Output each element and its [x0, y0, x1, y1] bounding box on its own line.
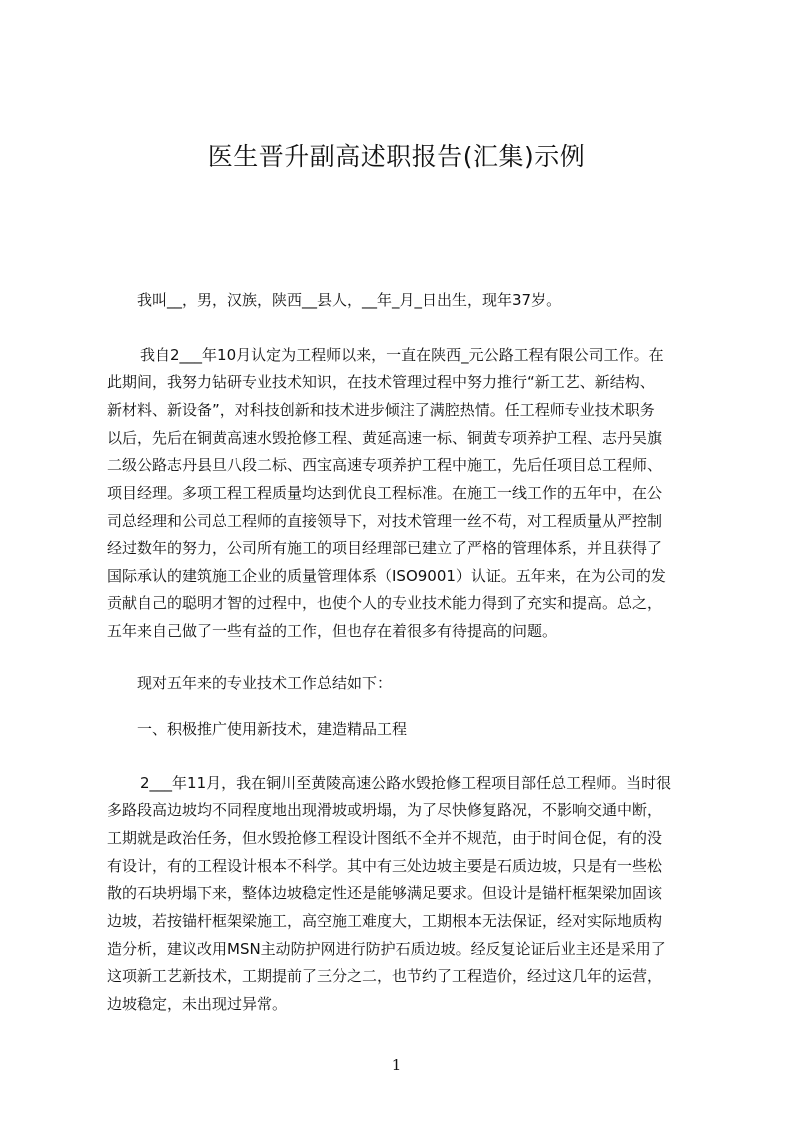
- paragraph-2-line-9: 国际承认的建筑施工企业的质量管理体系（ISO9001）认证。五年来，在为公司的发: [107, 567, 666, 585]
- paragraph-5-line-8: 这项新工艺新技术，工期提前了三分之二，也节约了工程造价，经过这几年的运营，: [107, 967, 663, 985]
- paragraph-2-line-3: 新材料、新设备”，对科技创新和技术进步倾注了满腔热情。任工程师专业技术职务: [107, 401, 655, 419]
- paragraph-3-line-1: 现对五年来的专业技术工作总结如下：: [137, 674, 393, 692]
- paragraph-5-line-1: 2___年11月，我在铜川至黄陵高速公路水毁抢修工程项目部任总工程师。当时很: [140, 774, 672, 792]
- paragraph-5-line-2: 多路段高边坡均不同程度地出现滑坡或坍塌，为了尽快修复路况，不影响交通中断，: [107, 801, 663, 819]
- paragraph-1-line-1: 我叫__，男，汉族，陕西__县人，__年_月_日出生，现年37岁。: [137, 291, 562, 309]
- paragraph-2-line-8: 经过数年的努力，公司所有施工的项目经理部已建立了严格的管理体系，并且获得了: [107, 539, 663, 557]
- paragraph-2-line-2: 此期间，我努力钻研专业技术知识，在技术管理过程中努力推行“新工艺、新结构、: [107, 373, 655, 391]
- paragraph-5-line-6: 边坡，若按锚杆框架梁施工，高空施工难度大，工期根本无法保证，经对实际地质构: [107, 912, 663, 930]
- page-number: 1: [391, 1056, 402, 1074]
- paragraph-5-line-3: 工期就是政治任务，但水毁抢修工程设计图纸不全并不规范，由于时间仓促，有的没: [107, 829, 663, 847]
- paragraph-5-line-7: 造分析，建议改用MSN主动防护网进行防护石质边坡。经反复论证后业主还是采用了: [107, 940, 666, 958]
- document-title: 医生晋升副高述职报告(汇集)示例: [207, 142, 586, 171]
- paragraph-5-line-9: 边坡稳定，未出现过异常。: [107, 995, 288, 1013]
- paragraph-2-line-7: 司总经理和公司总工程师的直接领导下，对技术管理一丝不苟，对工程质量从严控制: [107, 512, 663, 530]
- paragraph-2-line-10: 贡献自己的聪明才智的过程中，也使个人的专业技术能力得到了充实和提高。总之，: [107, 594, 663, 612]
- paragraph-2-line-4: 以后，先后在铜黄高速水毁抢修工程、黄延高速一标、铜黄专项养护工程、志丹吴旗: [107, 429, 663, 447]
- paragraph-2-line-1: 我自2___年10月认定为工程师以来，一直在陕西_元公路工程有限公司工作。在: [140, 346, 664, 364]
- paragraph-5-line-4: 有设计，有的工程设计根本不科学。其中有三处边坡主要是石质边坡，只是有一些松: [107, 857, 663, 875]
- paragraph-2-line-11: 五年来自己做了一些有益的工作，但也存在着很多有待提高的问题。: [107, 622, 558, 640]
- paragraph-2-line-5: 二级公路志丹县旦八段二标、西宝高速专项养护工程中施工，先后任项目总工程师、: [107, 456, 663, 474]
- paragraph-2-line-6: 项目经理。多项工程工程质量均达到优良工程标准。在施工一线工作的五年中，在公: [107, 484, 663, 502]
- section-heading-1: 一、积极推广使用新技术，建造精品工程: [137, 720, 408, 738]
- paragraph-5-line-5: 散的石块坍塌下来，整体边坡稳定性还是能够满足要求。但设计是锚杆框架梁加固该: [107, 884, 663, 902]
